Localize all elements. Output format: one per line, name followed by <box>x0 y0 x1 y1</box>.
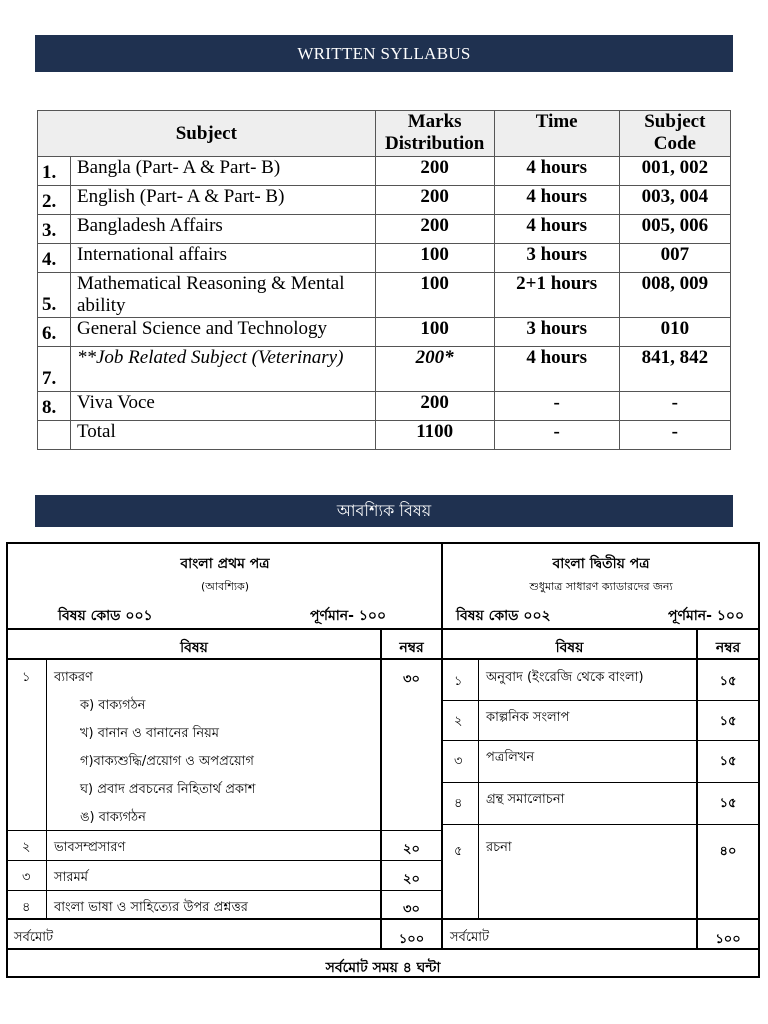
table-header-row <box>38 111 731 157</box>
row-time: 3 hours <box>494 318 619 347</box>
row-marks: 200 <box>375 157 494 186</box>
right-item-number: ৪ <box>454 796 463 811</box>
right-item-label: গ্রন্থ সমালোচনা <box>486 792 565 807</box>
bangla-second-paper-code: বিষয় কোড ০০২ <box>456 608 551 624</box>
table-row <box>38 244 731 273</box>
table-row <box>38 157 731 186</box>
left-total-marks: ১০০ <box>398 932 425 947</box>
row-subject: English (Part- A & Part- B) <box>71 186 376 215</box>
row-marks: 200* <box>375 347 494 392</box>
header-time: Time <box>494 111 619 157</box>
row-code: 008, 009 <box>619 273 730 318</box>
row-code: - <box>619 392 730 421</box>
row-code: 010 <box>619 318 730 347</box>
left-item-marks: ২০ <box>403 872 420 887</box>
bangla-first-paper-code: বিষয় কোড ০০১ <box>58 608 153 624</box>
compulsory-subjects-banner: আবশ্যিক বিষয় <box>35 495 733 527</box>
row-number: 5. <box>38 273 71 318</box>
row-time: 4 hours <box>494 157 619 186</box>
row-number: 8. <box>38 392 71 421</box>
row-marks: 200 <box>375 215 494 244</box>
bangla-first-paper-subtitle: (আবশ্যিক) <box>200 580 250 593</box>
right-item-number: ১ <box>454 674 463 689</box>
left-item-number: ৪ <box>22 900 31 915</box>
row-subject: Mathematical Reasoning & Mental ability <box>71 273 376 318</box>
table-row <box>38 421 731 450</box>
grammar-sub-item: ঘ) প্রবাদ প্রবচনের নিহিতার্থ প্রকাশ <box>80 782 256 797</box>
total-time-footer: সর্বমোট সময় ৪ ঘন্টা <box>325 960 441 976</box>
bangla-first-paper-full-marks: পূর্ণমান- ১০০ <box>310 608 387 624</box>
table-row <box>38 215 731 244</box>
row-subject: **Job Related Subject (Veterinary) <box>71 347 376 392</box>
row-marks: 100 <box>375 318 494 347</box>
right-item-label: কাল্পনিক সংলাপ <box>486 710 570 725</box>
right-item-marks: ১৫ <box>719 754 737 769</box>
bangla-first-paper-title: বাংলা প্রথম পত্র <box>180 556 270 572</box>
left-item-label: ব্যাকরণ <box>54 670 93 685</box>
bangla-second-paper-full-marks: পূর্ণমান- ১০০ <box>668 608 745 624</box>
row-subject: Bangla (Part- A & Part- B) <box>71 157 376 186</box>
right-item-number: ২ <box>454 714 463 729</box>
right-num-divider <box>478 660 479 920</box>
written-syllabus-banner: WRITTEN SYLLABUS <box>35 35 733 72</box>
right-row-line <box>443 740 758 741</box>
left-item-number: ৩ <box>22 870 31 885</box>
right-col-marks: নম্বর <box>715 640 741 656</box>
grammar-sub-item: ক) বাক্যগঠন <box>80 698 146 713</box>
left-row-line <box>8 830 441 831</box>
row-time: 2+1 hours <box>494 273 619 318</box>
table-row <box>38 347 731 392</box>
left-item-marks: ২০ <box>403 842 420 857</box>
row-marks: 100 <box>375 244 494 273</box>
row-code: 001, 002 <box>619 157 730 186</box>
row-time: 4 hours <box>494 215 619 244</box>
left-num-divider <box>46 660 47 920</box>
bangla-second-paper-subtitle: শুধুমাত্র সাধারণ ক্যাডারদের জন্য <box>529 580 673 593</box>
left-total-label: সর্বমোট <box>14 930 54 945</box>
table-row <box>38 273 731 318</box>
left-item-label: ভাবসম্প্রসারণ <box>54 840 126 855</box>
header-divider <box>8 628 758 630</box>
bangla-syllabus-table <box>6 542 760 978</box>
right-total-marks: ১০০ <box>715 932 741 947</box>
grammar-sub-item: গ)বাক্যশুদ্ধি/প্রয়োগ ও অপপ্রয়োগ <box>80 754 254 769</box>
left-item-marks: ৩০ <box>403 902 420 917</box>
left-item-number: ১ <box>22 670 31 685</box>
syllabus-table <box>37 110 731 450</box>
left-row-line <box>8 890 441 891</box>
row-number: 6. <box>38 318 71 347</box>
header-subject: Subject <box>38 111 376 157</box>
row-time: 4 hours <box>494 186 619 215</box>
row-number: 3. <box>38 215 71 244</box>
row-code: 005, 006 <box>619 215 730 244</box>
right-item-marks: ১৫ <box>719 796 737 811</box>
row-number: 4. <box>38 244 71 273</box>
row-code: 007 <box>619 244 730 273</box>
right-total-label: সর্বমোট <box>450 930 490 945</box>
left-row-line <box>8 860 441 861</box>
left-item-label: সারমর্ম <box>54 870 88 885</box>
row-number: 7. <box>38 347 71 392</box>
table-row <box>38 186 731 215</box>
left-col-marks: নম্বর <box>399 640 424 656</box>
row-time: - <box>494 421 619 450</box>
row-marks: 100 <box>375 273 494 318</box>
row-code: 003, 004 <box>619 186 730 215</box>
table-row <box>38 392 731 421</box>
bangla-second-paper-header <box>444 544 758 630</box>
right-row-line <box>443 824 758 825</box>
row-number <box>38 421 71 450</box>
row-code: - <box>619 421 730 450</box>
row-subject: General Science and Technology <box>71 318 376 347</box>
row-marks: 200 <box>375 186 494 215</box>
header-code: Subject Code <box>619 111 730 157</box>
header-marks: Marks Distribution <box>375 111 494 157</box>
right-col-subject: বিষয় <box>555 640 584 656</box>
table-row <box>38 318 731 347</box>
center-divider <box>441 544 443 950</box>
left-item-label: বাংলা ভাষা ও সাহিত্যের উপর প্রশ্নত্তর <box>54 900 248 915</box>
row-time: 4 hours <box>494 347 619 392</box>
row-subject: Bangladesh Affairs <box>71 215 376 244</box>
row-time: 3 hours <box>494 244 619 273</box>
row-number: 2. <box>38 186 71 215</box>
row-marks: 1100 <box>375 421 494 450</box>
row-code: 841, 842 <box>619 347 730 392</box>
right-item-label: পত্রলিখন <box>486 750 535 765</box>
right-item-number: ৫ <box>454 844 463 859</box>
right-row-line <box>443 700 758 701</box>
right-item-marks: ১৫ <box>719 714 737 729</box>
row-subject: International affairs <box>71 244 376 273</box>
right-item-marks: ১৫ <box>719 674 737 689</box>
right-item-number: ৩ <box>454 754 463 769</box>
bangla-first-paper-header <box>8 544 442 630</box>
row-subject: Viva Voce <box>71 392 376 421</box>
right-row-line <box>443 782 758 783</box>
left-col-subject: বিষয় <box>180 640 208 656</box>
left-item-marks: ৩০ <box>403 672 420 687</box>
left-item-number: ২ <box>22 840 31 855</box>
right-item-label: অনুবাদ (ইংরেজি থেকে বাংলা) <box>486 670 644 685</box>
grammar-sub-item: খ) বানান ও বানানের নিয়ম <box>80 726 220 741</box>
right-item-marks: ৪০ <box>719 844 737 859</box>
row-subject: Total <box>71 421 376 450</box>
row-time: - <box>494 392 619 421</box>
right-item-label: রচনা <box>486 840 512 855</box>
row-marks: 200 <box>375 392 494 421</box>
grammar-sub-item: ঙ) বাক্যগঠন <box>80 810 146 825</box>
bangla-second-paper-title: বাংলা দ্বিতীয় পত্র <box>552 556 650 572</box>
row-number: 1. <box>38 157 71 186</box>
